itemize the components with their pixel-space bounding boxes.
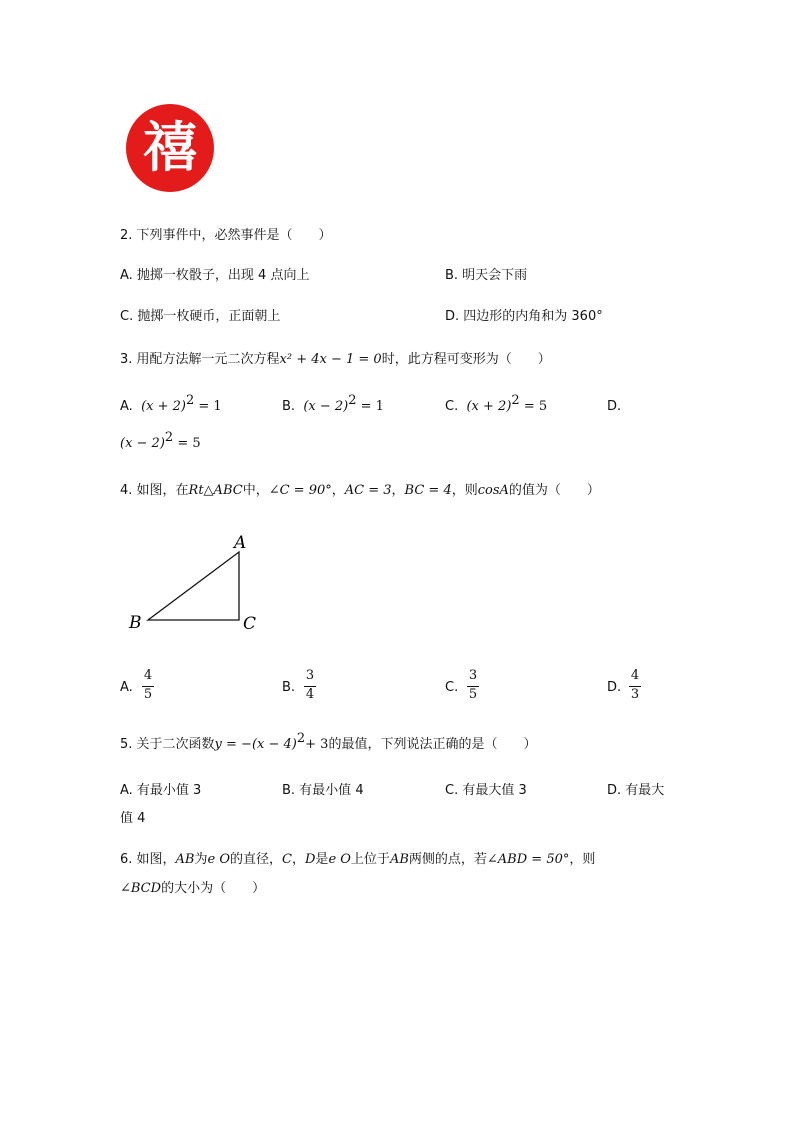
q4-sep1: ，: [331, 483, 345, 498]
q5-option-d-line2: 值 4: [120, 811, 146, 826]
q3-label-b: B.: [282, 399, 296, 414]
vertex-c-label: C: [243, 614, 257, 634]
q5-option-a: A. 有最小值 3: [120, 783, 202, 798]
q3-option-a: [120, 393, 222, 415]
q4-cond3: BC = 4: [404, 483, 452, 498]
q5-func-lhs: y = −(x − 4): [214, 737, 297, 752]
q4-frac-d-den: 3: [630, 687, 640, 702]
q4-stem-prefix: 4. 如图，在: [120, 483, 189, 498]
q6-ab2: AB: [389, 852, 409, 867]
q4-frac-c-den: 5: [468, 687, 478, 702]
q3-option-c: [445, 393, 548, 415]
q4-frac-b-num: 3: [305, 668, 315, 683]
q3-expr-a-rhs: = 1: [198, 399, 222, 414]
q4-frac-b-den: 4: [305, 687, 315, 702]
q3-expr-a-exp: 2: [185, 393, 195, 408]
q4-stem-mid2: ，则: [451, 483, 478, 498]
q4-triangle: Rt△ABC: [188, 483, 243, 498]
q6-angle-bcd: ∠BCD: [120, 881, 162, 896]
q3-label-d: D.: [607, 399, 622, 414]
q6-line2-suffix: 的大小为（ ）: [161, 881, 266, 896]
q4-frac-a-den: 5: [143, 687, 153, 702]
q4-frac-c-num: 3: [468, 668, 478, 683]
q6-t7: ，则: [569, 852, 596, 867]
q3-label-a: A.: [120, 399, 133, 414]
q3-equation: x² + 4x − 1 = 0: [279, 352, 382, 367]
q4-label-d: D.: [607, 680, 622, 695]
q5-option-b: B. 有最小值 4: [282, 783, 364, 798]
q4-stem: [120, 483, 600, 499]
q6-c: C: [282, 852, 292, 867]
vertex-a-label: A: [234, 533, 247, 553]
q5-func-rhs: + 3: [305, 737, 329, 752]
q3-expr-b-rhs: = 1: [360, 399, 384, 414]
q4-target: cosA: [477, 483, 509, 498]
q3-expr-c-rhs: = 5: [523, 399, 548, 414]
q6-t5: 上位于: [350, 852, 390, 867]
q6-ab: AB: [175, 852, 195, 867]
q3-expr-a-base: (x + 2): [141, 399, 186, 414]
q4-stem-suffix: 的值为（ ）: [508, 483, 600, 498]
q4-label-a: A.: [120, 680, 133, 695]
q4-stem-mid1: 中，: [242, 483, 269, 498]
q6-t6: 两侧的点，若: [408, 852, 487, 867]
q6-t3: ，: [291, 852, 305, 867]
q4-sep2: ，: [391, 483, 405, 498]
q2-option-a: A. 抛掷一枚骰子，出现 4 点向上: [120, 268, 310, 283]
q3-expr-d-base: (x − 2): [120, 436, 165, 451]
q2-option-c: C. 抛掷一枚硬币，正面朝上: [120, 309, 281, 324]
q2-stem: 2. 下列事件中，必然事件是（ ）: [120, 228, 332, 243]
q5-option-c: C. 有最大值 3: [445, 783, 527, 798]
q4-frac-d-num: 4: [630, 668, 640, 683]
q5-stem-suffix: 的最值，下列说法正确的是（ ）: [328, 737, 537, 752]
seal-character: 禧: [143, 115, 197, 179]
q6-circle2: e O: [328, 852, 351, 867]
q4-label-b: B.: [282, 680, 296, 695]
q3-stem-prefix: 3. 用配方法解一元二次方程: [120, 352, 280, 367]
q3-expr-b-base: (x − 2): [303, 399, 349, 414]
q2-option-b: B. 明天会下雨: [445, 268, 528, 283]
q3-option-b: [282, 393, 384, 415]
q6-d: D: [304, 852, 316, 867]
q5-func-exp: 2: [296, 731, 306, 746]
q6-t2: 的直径，: [230, 852, 283, 867]
q4-label-c: C.: [445, 680, 459, 695]
q3-stem: [120, 352, 551, 368]
vertex-b-label: B: [129, 613, 142, 633]
q6-circle1: e O: [207, 852, 230, 867]
q5-stem: [120, 731, 537, 753]
q6-stem-line2: [120, 881, 265, 897]
q4-frac-a-num: 4: [143, 668, 153, 683]
q3-expr-c-exp: 2: [511, 393, 520, 408]
q4-cond1: ∠C = 90°: [268, 483, 332, 498]
q3-label-c: C.: [445, 399, 459, 414]
q3-stem-suffix: 时，此方程可变形为（ ）: [381, 352, 551, 367]
seal-logo: [120, 102, 220, 194]
q6-prefix: 6. 如图，: [120, 852, 176, 867]
q6-angle-abd: ∠ABD = 50°: [486, 852, 570, 867]
q3-expr-b-exp: 2: [348, 393, 357, 408]
q4-triangle-figure: [120, 528, 280, 638]
q3-expr-c-base: (x + 2): [466, 399, 512, 414]
triangle-shape: [148, 552, 239, 620]
q4-cond2: AC = 3: [344, 483, 392, 498]
q6-t4: 是: [315, 852, 329, 867]
q5-stem-prefix: 5. 关于二次函数: [120, 737, 215, 752]
q3-expr-d-exp: 2: [164, 430, 174, 445]
q3-option-d: [120, 430, 201, 452]
q2-option-d: D. 四边形的内角和为 360°: [445, 309, 603, 324]
q6-stem-line1: [120, 852, 595, 868]
q6-t1: 为: [194, 852, 208, 867]
q3-expr-d-rhs: = 5: [177, 436, 201, 451]
q5-option-d-line1: D. 有最大: [607, 783, 665, 798]
